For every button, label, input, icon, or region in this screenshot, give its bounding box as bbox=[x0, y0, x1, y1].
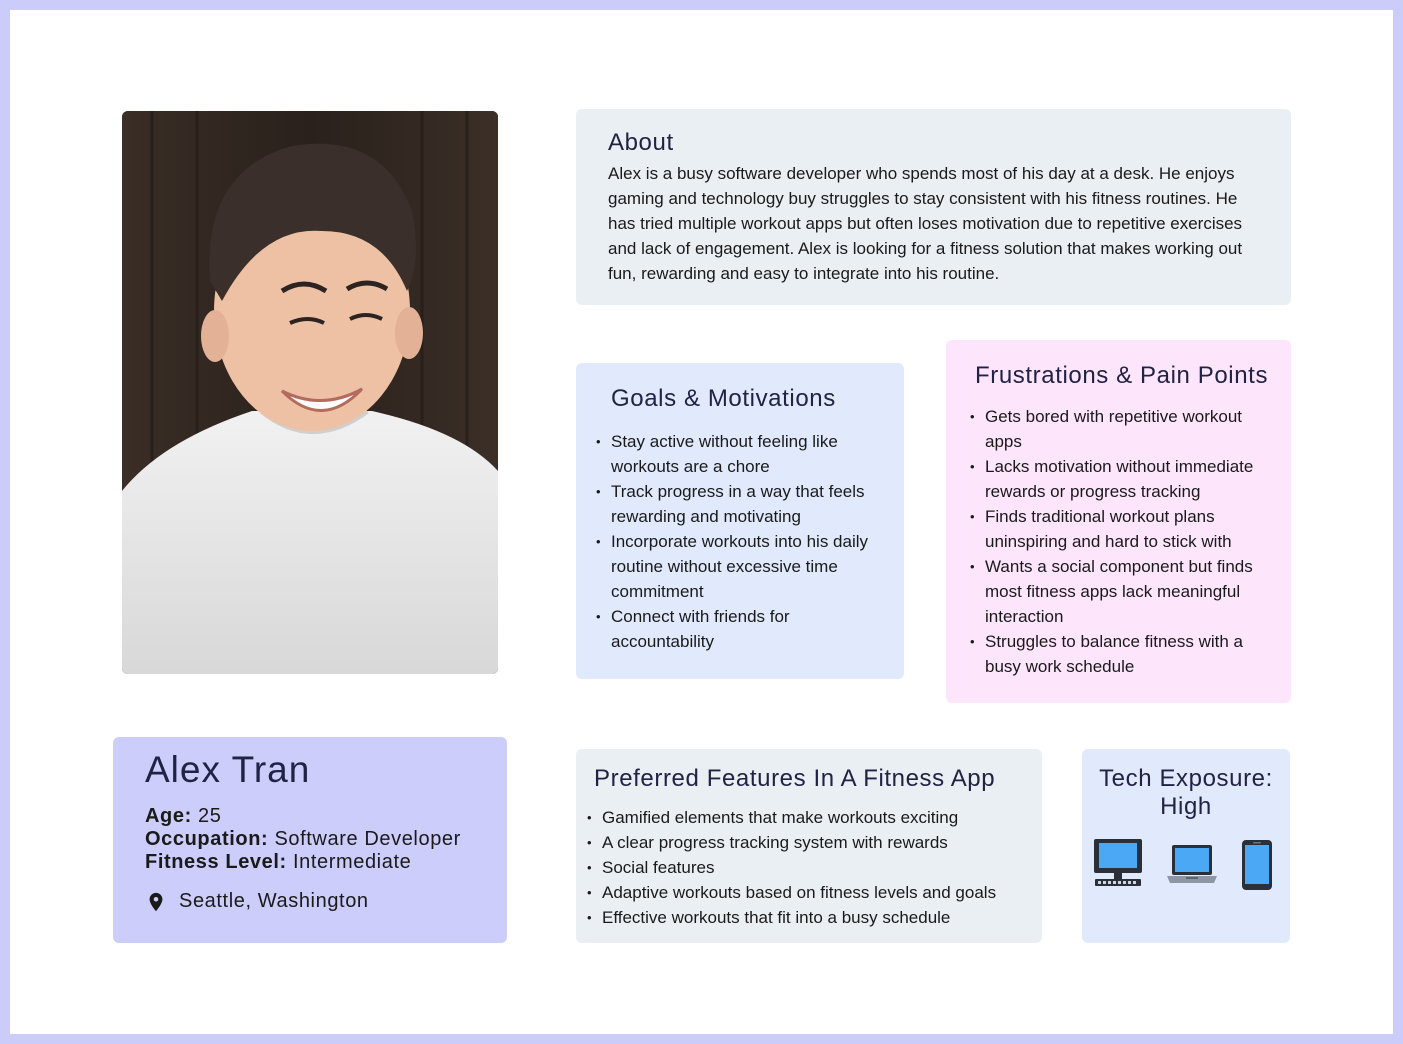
goal-item: • Connect with friends for accountability bbox=[596, 604, 884, 654]
laptop-icon bbox=[1166, 843, 1218, 892]
features-card bbox=[576, 749, 1042, 943]
occupation-value: Software Developer bbox=[274, 828, 461, 850]
persona-photo bbox=[122, 111, 498, 674]
goal-item: • Stay active without feeling like workouts are a chore bbox=[596, 429, 884, 479]
fitness-label: Fitness Level: bbox=[145, 851, 287, 873]
goals-card bbox=[576, 363, 904, 679]
feature-item: • Adaptive workouts based on fitness levels and goals bbox=[587, 880, 1024, 905]
feature-item: • A clear progress tracking system with rewards bbox=[587, 830, 1024, 855]
persona-name: Alex Tran bbox=[145, 749, 311, 790]
fitness-value: Intermediate bbox=[292, 851, 412, 873]
device-icons bbox=[1082, 837, 1290, 897]
about-title: About bbox=[608, 129, 674, 156]
persona-page bbox=[10, 10, 1393, 1034]
portrait-image bbox=[122, 111, 498, 674]
frustrations-list bbox=[970, 404, 1281, 679]
tech-exposure-card bbox=[1082, 749, 1290, 943]
tech-title-line1: Tech Exposure: bbox=[1099, 765, 1273, 792]
frustrations-card bbox=[946, 340, 1291, 703]
persona-info-card bbox=[113, 737, 507, 943]
about-card bbox=[576, 109, 1291, 305]
goals-title: Goals & Motivations bbox=[611, 385, 836, 412]
goal-item: • Incorporate workouts into his daily routine without excessive time commitment bbox=[596, 529, 884, 604]
frustration-item: • Struggles to balance fitness with a busy work schedule bbox=[970, 629, 1281, 679]
desktop-icon bbox=[1092, 837, 1144, 894]
feature-item: • Effective workouts that fit into a busy schedule bbox=[587, 905, 1024, 930]
frustration-item: • Finds traditional workout plans uninspiring and hard to stick with bbox=[970, 504, 1281, 554]
feature-item: • Social features bbox=[587, 855, 1024, 880]
occupation-label: Occupation: bbox=[145, 828, 269, 850]
tech-title bbox=[1082, 765, 1290, 821]
frustration-item: • Gets bored with repetitive workout apps bbox=[970, 404, 1281, 454]
age-row bbox=[145, 805, 475, 828]
feature-item: • Gamified elements that make workouts exciting bbox=[587, 805, 1024, 830]
frustration-item: • Lacks motivation without immediate rewards or progress tracking bbox=[970, 454, 1281, 504]
features-list bbox=[587, 805, 1024, 930]
smartphone-icon bbox=[1240, 839, 1274, 896]
goal-item: • Track progress in a way that feels rewarding and motivating bbox=[596, 479, 884, 529]
tech-title-level: High bbox=[1160, 793, 1212, 820]
location-pin-icon bbox=[145, 891, 167, 913]
features-title: Preferred Features In A Fitness App bbox=[594, 765, 996, 792]
goals-list bbox=[596, 429, 884, 654]
about-text: Alex is a busy software developer who spends most of his day at a desk. He enjoys gaming and technology buy struggles to stay consistent with his fitness routines. He has tried multiple workout apps but often loses motivation due to repetitive exercises and lack of engagement. Alex is looking for a fitness solution that makes working out fun, rewarding and easy to integrate into his routine. bbox=[608, 164, 1243, 283]
occupation-row bbox=[145, 828, 475, 851]
location-row bbox=[145, 890, 475, 913]
fitness-row bbox=[145, 851, 475, 874]
age-value: 25 bbox=[198, 805, 222, 827]
age-label: Age: bbox=[145, 805, 192, 827]
frustration-item: • Wants a social component but finds most fitness apps lack meaningful interaction bbox=[970, 554, 1281, 629]
frustrations-title: Frustrations & Pain Points bbox=[975, 362, 1269, 389]
location-text: Seattle, Washington bbox=[179, 890, 369, 912]
